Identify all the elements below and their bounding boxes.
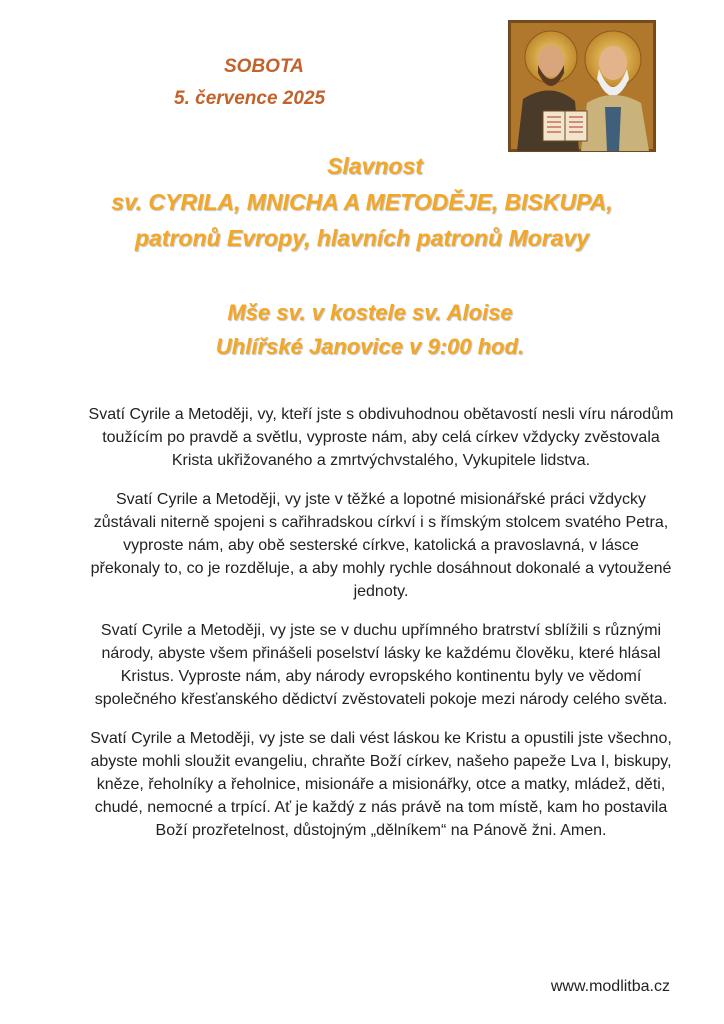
prayer-text	[88, 403, 674, 858]
mass-location: Mše sv. v kostele sv. Aloise	[227, 300, 513, 325]
website-link[interactable]: www.modlitba.cz	[550, 978, 670, 995]
feast-title	[0, 148, 724, 256]
feast-line-3: patronů Evropy, hlavních patronů Moravy	[134, 225, 590, 251]
mass-info	[0, 296, 724, 364]
event-date: 5. července 2025	[174, 88, 326, 109]
day-of-week: SOBOTA	[224, 56, 304, 77]
prayer-paragraph: Svatí Cyrile a Metoději, vy, kteří jste s obdivuhodnou obětavostí nesli víru národům toužícím po pravdě a světlu, vyproste nám, aby celá církev vždycky zvěstovala Krista ukřižovaného a zmrtvýchvstalého, Vykupitele lidstva.	[88, 406, 674, 469]
saints-cyril-methodius-icon	[508, 20, 656, 152]
prayer-paragraph: Svatí Cyrile a Metoději, vy jste se dali vést láskou ke Kristu a opustili jste všechno, abyste mohli sloužit evangeliu, chraňte Boží církev, našeho papeže Lva I, biskupy, kněze, řeholníky a řeholnice, misionáře a misionářky, otce a matky, mládež, děti, chudé, nemocné a trpící. Ať je každý z nás právě na tom místě, kam ho postavila Boží prozřetelnost, důstojným „dělníkem“ na Pánově žni. Amen.	[90, 730, 672, 839]
feast-line-1: Slavnost	[327, 153, 423, 179]
prayer-paragraph: Svatí Cyrile a Metoději, vy jste se v duchu upřímného bratrství sblížili s různými národy, abyste všem přinášeli poselství lásky ke každému člověku, které hlásal Kristus. Vyproste nám, aby národy evropského kontinentu byly ve vědomí společného křesťanského dědictví zvěstovateli pokoje mezi národy celého světa.	[94, 622, 668, 708]
prayer-paragraph: Svatí Cyrile a Metoději, vy jste v těžké a lopotné misionářské práci vždycky zůstávali niterně spojeni s cařihradskou církví i s římským stolcem svatého Petra, vyproste nám, aby obě sesterské církve, katolická a pravoslavná, v lásce překonaly to, co je rozděluje, a aby mohly rychle dosáhnout dokonalé a vytoužené jednoty.	[90, 491, 672, 600]
feast-line-2: sv. CYRILA, MNICHA A METODĚJE, BISKUPA,	[111, 189, 613, 215]
mass-time: Uhlířské Janovice v 9:00 hod.	[215, 334, 525, 359]
